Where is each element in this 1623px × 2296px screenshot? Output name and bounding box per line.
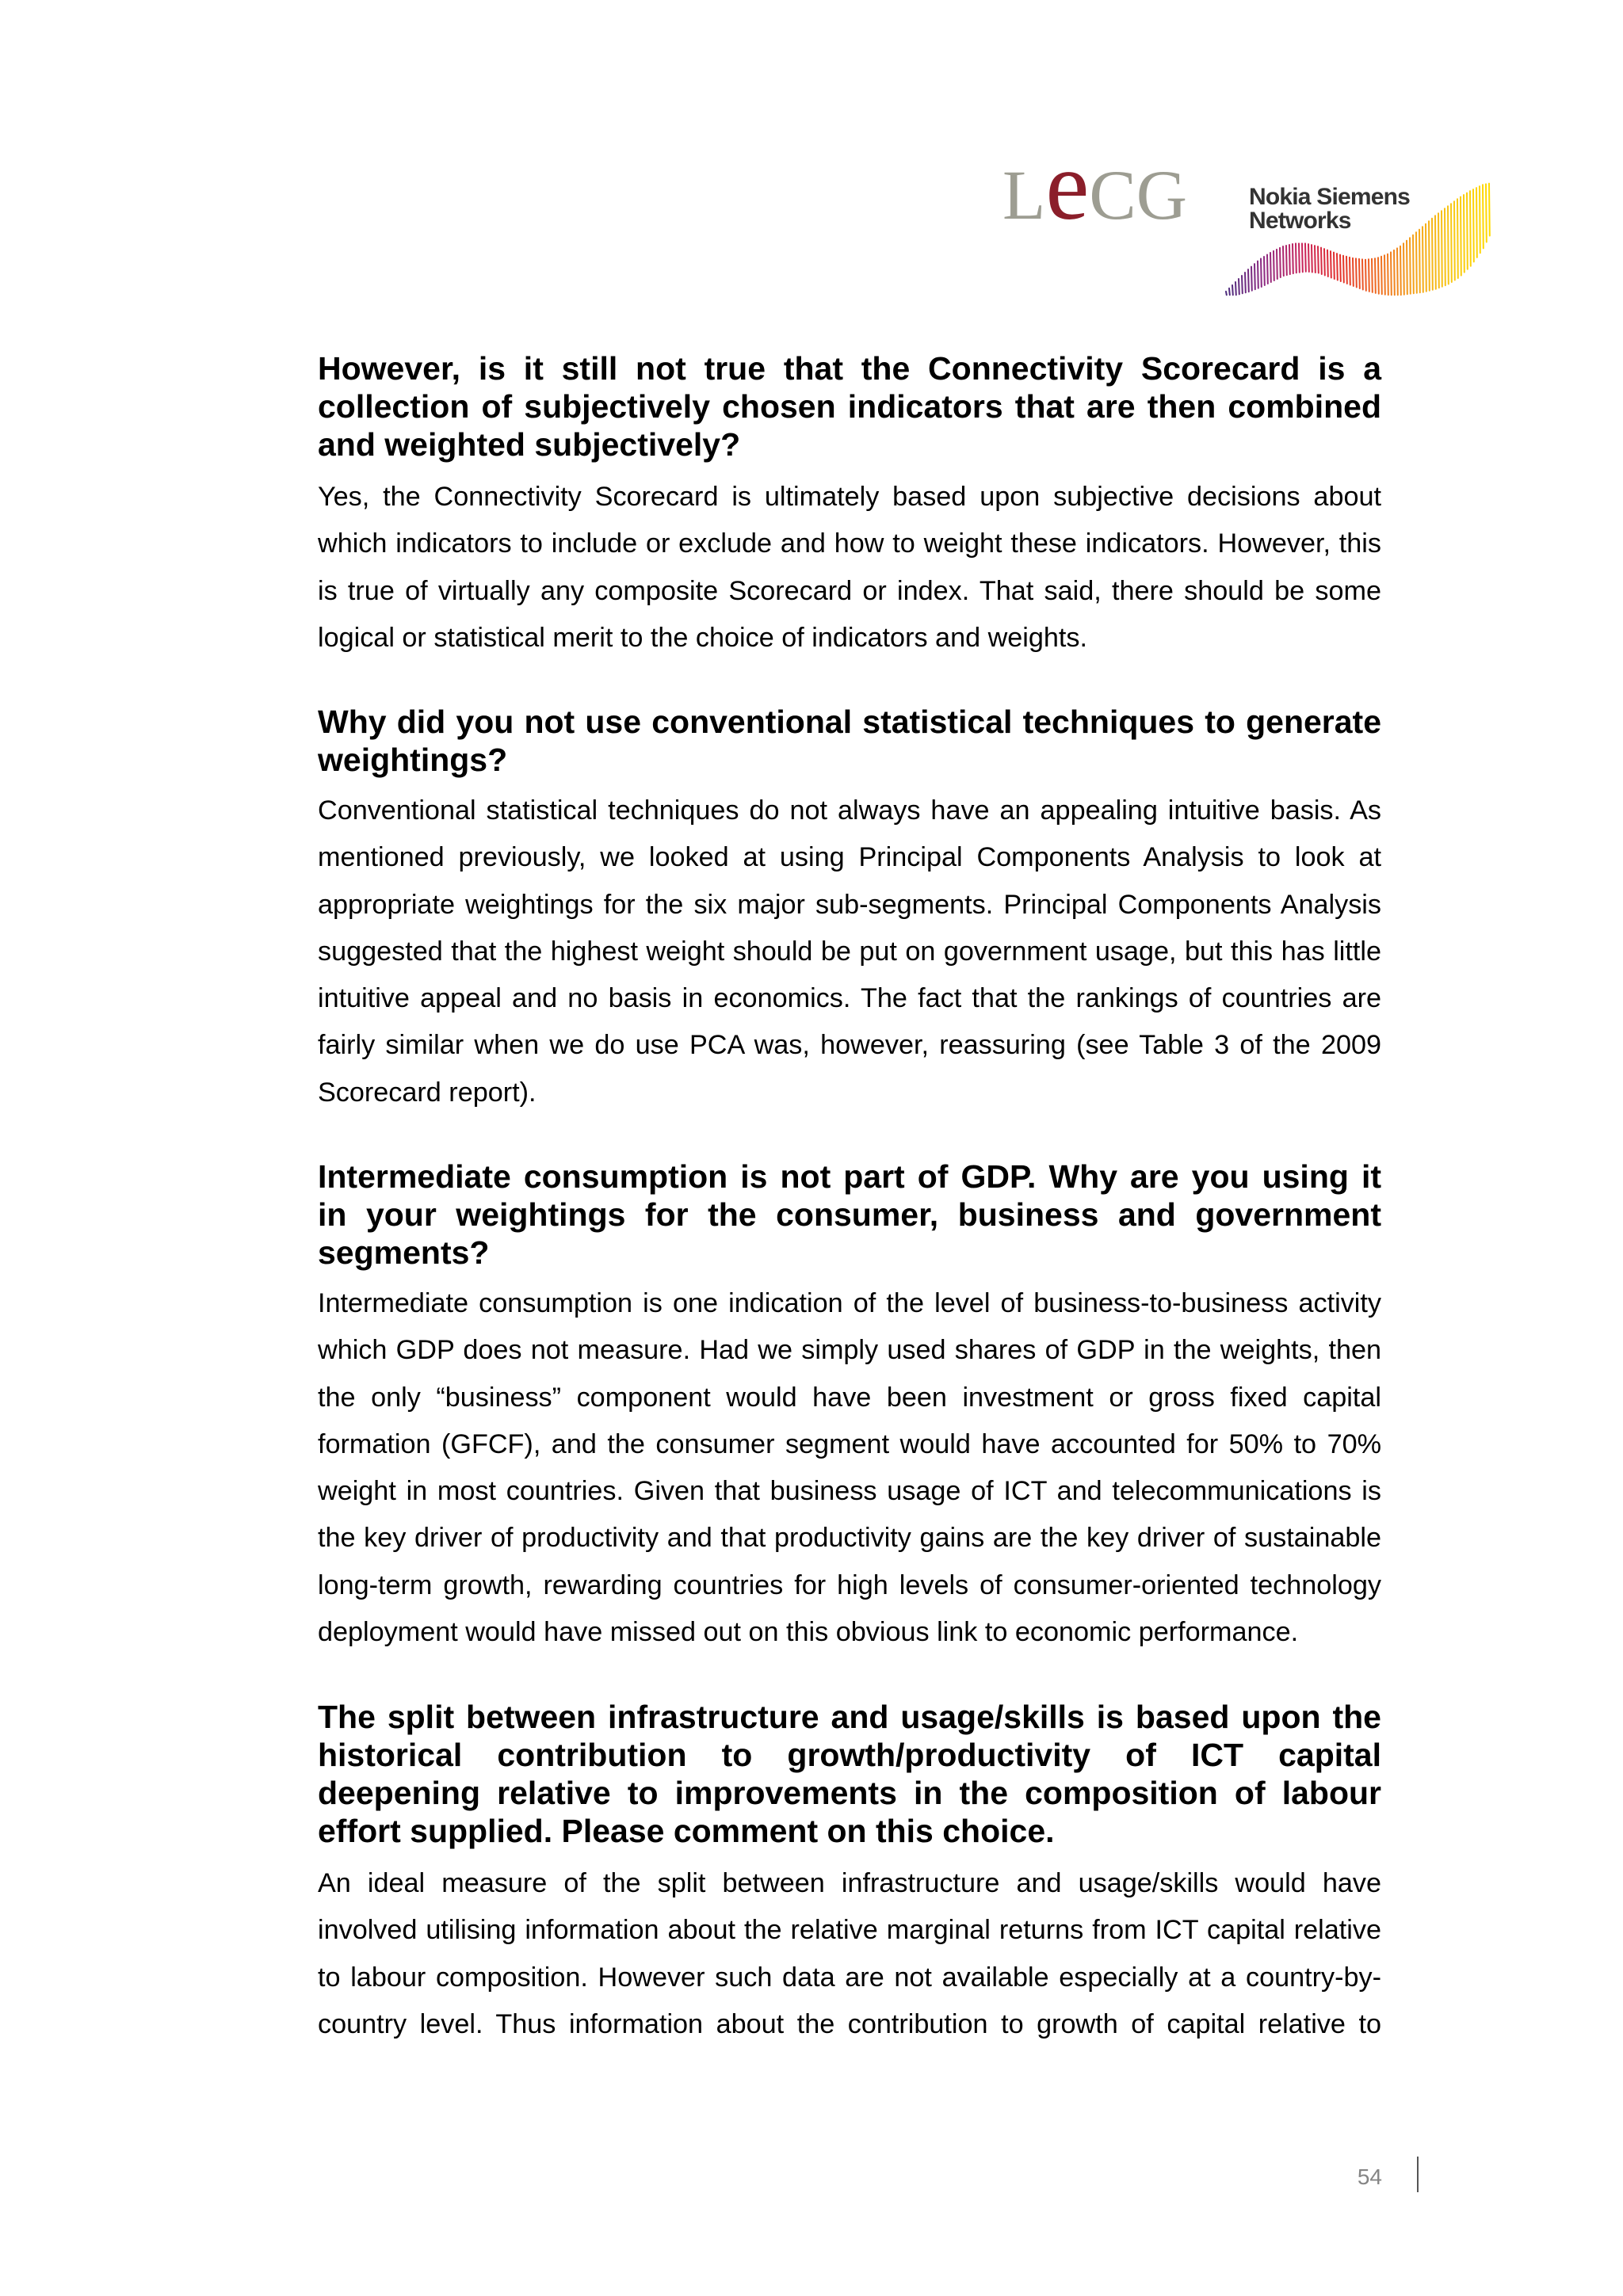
wave-stripe bbox=[1346, 257, 1347, 284]
wave-stripe bbox=[1308, 244, 1309, 272]
nsn-wave-graphic bbox=[1220, 178, 1494, 297]
body-line: Scorecard report). bbox=[318, 1077, 537, 1108]
lecg-logo-letter-e: e bbox=[1045, 132, 1090, 240]
wave-stripe bbox=[1419, 230, 1420, 292]
wave-stripe bbox=[1403, 243, 1404, 294]
wave-stripe bbox=[1264, 257, 1265, 285]
body-line: intuitive appeal and no basis in economics. The fact that the rankings of countries are bbox=[318, 983, 1381, 1014]
body-line: Conventional statistical techniques do not always have an appealing intuitive basis. As bbox=[318, 795, 1381, 826]
wave-stripe bbox=[1362, 259, 1363, 289]
wave-stripe bbox=[1289, 245, 1290, 274]
wave-stripe bbox=[1432, 219, 1433, 290]
wave-stripe bbox=[1365, 260, 1366, 291]
wave-stripe bbox=[1315, 246, 1316, 273]
wave-stripe bbox=[1334, 253, 1335, 279]
page-number-divider bbox=[1417, 2157, 1419, 2192]
body-line: the key driver of productivity and that productivity gains are the key driver of sustainable bbox=[318, 1523, 1381, 1554]
answer-paragraph-1 bbox=[318, 474, 1381, 662]
wave-stripe bbox=[1318, 246, 1319, 273]
body-line: to labour composition. However such data are not available especially at a country-by- bbox=[318, 1962, 1381, 1993]
wave-stripe bbox=[1457, 199, 1458, 278]
wave-stripe bbox=[1283, 246, 1284, 276]
wave-stripe bbox=[1353, 258, 1354, 286]
wave-stripe bbox=[1232, 285, 1233, 295]
wave-stripe bbox=[1454, 201, 1455, 280]
wave-stripe bbox=[1378, 257, 1379, 294]
lecg-logo bbox=[995, 132, 1216, 242]
wave-stripe bbox=[1467, 193, 1468, 269]
wave-stripe bbox=[1473, 189, 1474, 261]
heading-line: effort supplied. Please comment on this choice. bbox=[318, 1813, 1055, 1850]
heading-line: collection of subjectively chosen indicators that are then combined bbox=[318, 388, 1381, 425]
body-line: long-term growth, rewarding countries for high levels of consumer-oriented technology bbox=[318, 1569, 1381, 1600]
wave-stripe bbox=[1235, 282, 1236, 295]
wave-stripe bbox=[1324, 249, 1325, 275]
question-heading-4 bbox=[318, 1698, 1381, 1851]
body-line: which indicators to include or exclude and how to weight these indicators. However, this bbox=[318, 528, 1381, 559]
wave-stripe bbox=[1400, 246, 1401, 295]
wave-stripe bbox=[1381, 257, 1382, 295]
wave-stripe bbox=[1261, 259, 1262, 288]
question-heading-2 bbox=[318, 703, 1381, 779]
page-number: 54 bbox=[1357, 2164, 1382, 2189]
wave-stripe bbox=[1448, 206, 1449, 284]
question-heading-3 bbox=[318, 1158, 1381, 1272]
heading-line: segments? bbox=[318, 1234, 490, 1272]
wave-stripe bbox=[1321, 248, 1322, 274]
heading-line: in your weightings for the consumer, business and government bbox=[318, 1196, 1381, 1234]
wave-stripe bbox=[1248, 269, 1249, 292]
wave-stripe bbox=[1410, 238, 1411, 293]
wave-stripe bbox=[1337, 254, 1338, 280]
answer-paragraph-2 bbox=[318, 788, 1381, 1116]
wave-stripe bbox=[1375, 258, 1376, 293]
wave-stripe bbox=[1489, 184, 1490, 236]
body-line: which GDP does not measure. Had we simply used shares of GDP in the weights, then bbox=[318, 1335, 1381, 1366]
wave-stripe bbox=[1280, 248, 1281, 277]
body-line: logical or statistical merit to the choice of indicators and weights. bbox=[318, 622, 1088, 653]
wave-stripe bbox=[1302, 243, 1303, 272]
body-line: mentioned previously, we looked at using Principal Components Analysis to look at bbox=[318, 842, 1381, 873]
wave-stripe bbox=[1476, 188, 1477, 257]
nsn-logo-line-1: Nokia Siemens bbox=[1249, 184, 1411, 210]
lecg-logo-wordmark bbox=[1002, 132, 1187, 240]
wave-stripe bbox=[1270, 253, 1271, 282]
body-line: Intermediate consumption is one indication of the level of business-to-business activity bbox=[318, 1288, 1381, 1318]
wave-stripe bbox=[1483, 185, 1484, 248]
body-line: An ideal measure of the split between infrastructure and usage/skills would have bbox=[318, 1868, 1381, 1898]
body-line: is true of virtually any composite Scorecard or index. That said, there should be some bbox=[318, 575, 1381, 606]
wave-stripe bbox=[1226, 292, 1227, 295]
body-line: suggested that the highest weight should be put on government usage, but this has little bbox=[318, 936, 1381, 967]
wave-stripe bbox=[1359, 259, 1360, 288]
wave-stripe bbox=[1242, 276, 1243, 293]
wave-stripe bbox=[1305, 243, 1306, 271]
nsn-logo-line-2: Networks bbox=[1249, 208, 1351, 234]
wave-stripe bbox=[1394, 250, 1395, 295]
wave-stripe bbox=[1229, 288, 1230, 295]
wave-stripe bbox=[1245, 273, 1246, 292]
wave-stripe bbox=[1486, 184, 1487, 242]
body-line: country level. Thus information about the contribution to growth of capital relative to bbox=[318, 2008, 1381, 2039]
heading-line: deepening relative to improvements in the composition of labour bbox=[318, 1775, 1381, 1812]
wave-stripe bbox=[1397, 248, 1398, 295]
wave-stripe bbox=[1416, 232, 1417, 292]
wave-stripe bbox=[1413, 235, 1414, 293]
body-line: fairly similar when we do use PCA was, however, reassuring (see Table 3 of the 2009 bbox=[318, 1030, 1381, 1061]
wave-stripe bbox=[1451, 204, 1452, 282]
body-line: the only “business” component would have been investment or gross fixed capital bbox=[318, 1382, 1381, 1413]
answer-paragraph-3 bbox=[318, 1280, 1381, 1656]
wave-stripe bbox=[1343, 256, 1344, 283]
wave-stripe bbox=[1429, 221, 1430, 291]
wave-stripe bbox=[1470, 191, 1471, 266]
body-line: Yes, the Connectivity Scorecard is ultimately based upon subjective decisions about bbox=[318, 482, 1381, 512]
body-line: deployment would have missed out on this obvious link to economic performance. bbox=[318, 1616, 1299, 1647]
wave-stripe bbox=[1267, 255, 1268, 284]
body-line: weight in most countries. Given that business usage of ICT and telecommunications is bbox=[318, 1476, 1381, 1507]
lecg-logo-letter-g: G bbox=[1136, 157, 1188, 235]
heading-line: Intermediate consumption is not part of GDP. Why are you using it bbox=[318, 1158, 1381, 1195]
wave-stripe bbox=[1384, 255, 1385, 295]
wave-stripe bbox=[1254, 264, 1255, 289]
wave-stripe bbox=[1356, 258, 1357, 287]
wave-stripe bbox=[1340, 255, 1341, 281]
wave-stripe bbox=[1438, 213, 1439, 288]
question-heading-1 bbox=[318, 349, 1381, 463]
lecg-logo-letter-l: L bbox=[1002, 157, 1046, 235]
body-line: formation (GFCF), and the consumer segment would have accounted for 50% to 70% bbox=[318, 1428, 1381, 1459]
wave-stripe bbox=[1299, 243, 1300, 272]
wave-stripe bbox=[1391, 252, 1392, 295]
heading-line: and weighted subjectively? bbox=[318, 426, 741, 463]
answer-paragraph-4 bbox=[318, 1860, 1381, 2048]
wave-stripe bbox=[1464, 195, 1465, 273]
heading-line: Why did you not use conventional statistical techniques to generate bbox=[318, 704, 1381, 740]
heading-line: historical contribution to growth/productivity of ICT capital bbox=[318, 1737, 1381, 1774]
heading-line: However, is it still not true that the Connectivity Scorecard is a bbox=[318, 350, 1381, 387]
body-line: appropriate weightings for the six major sub-segments. Principal Components Analysis bbox=[318, 889, 1381, 920]
wave-stripe bbox=[1251, 267, 1252, 291]
heading-line: weightings? bbox=[318, 742, 508, 779]
body-line: involved utilising information about the relative marginal returns from ICT capital relative bbox=[318, 1915, 1381, 1946]
wave-stripe bbox=[1286, 246, 1287, 275]
lecg-logo-letter-c: C bbox=[1089, 157, 1136, 235]
wave-stripe bbox=[1372, 259, 1373, 292]
wave-stripe bbox=[1327, 250, 1328, 277]
heading-line: The split between infrastructure and usage/skills is based upon the bbox=[318, 1699, 1381, 1735]
wave-stripe bbox=[1435, 215, 1436, 289]
